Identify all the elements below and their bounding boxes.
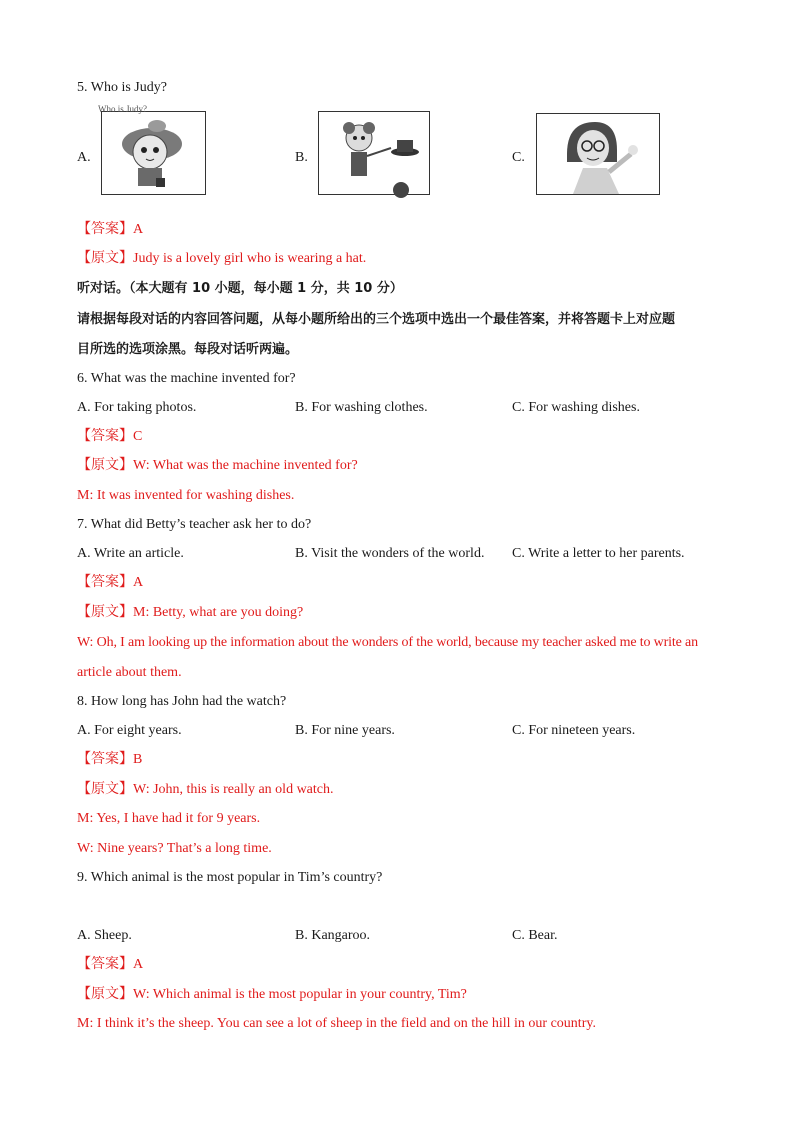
q7-answer: 【答案】A (77, 575, 144, 590)
q8-option-b: B. For nine years. (295, 723, 395, 738)
picture-caption-fragment: Who is Judy? (98, 104, 147, 114)
q9-transcript-2: M: I think it’s the sheep. You can see a lot of sheep in the field and on the hill in our country. (77, 1016, 596, 1031)
q9-option-a: A. Sheep. (77, 928, 132, 943)
q6-option-a: A. For taking photos. (77, 400, 197, 415)
q6-transcript-2: M: It was invented for washing dishes. (77, 488, 295, 503)
q9-transcript-1: 【原文】W: Which animal is the most popular in your country, Tim? (77, 987, 467, 1002)
q8-answer: 【答案】B (77, 752, 143, 767)
q5-option-c: C. (512, 150, 525, 165)
q5-option-a: A. (77, 150, 91, 165)
girl-with-hat-icon (102, 112, 205, 194)
q7-option-c: C. Write a letter to her parents. (512, 546, 685, 561)
q8-transcript-1: 【原文】W: John, this is really an old watch. (77, 782, 334, 797)
q8-transcript-2: M: Yes, I have had it for 9 years. (77, 811, 261, 826)
q5-picture-a (98, 104, 206, 195)
q7-question: 7. What did Betty’s teacher ask her to do? (77, 517, 312, 532)
q8-transcript-3: W: Nine years? That’s a long time. (77, 841, 272, 856)
girl-with-glasses-icon (537, 114, 659, 194)
q8-question: 8. How long has John had the watch? (77, 694, 287, 709)
q5-picture-c (536, 113, 660, 195)
q6-answer: 【答案】C (77, 429, 143, 444)
q6-option-c: C. For washing dishes. (512, 400, 640, 415)
q7-option-a: A. Write an article. (77, 546, 184, 561)
q5-transcript: 【原文】Judy is a lovely girl who is wearing a hat. (77, 251, 367, 266)
q7-transcript-2: W: Oh, I am looking up the information about the wonders of the world, because my teacher asked me to write an (77, 635, 698, 650)
q5-question: 5. Who is Judy? (77, 80, 167, 95)
section-heading: 听对话。（本大题有 10 小题，每小题 1 分，共 10 分） (77, 281, 403, 296)
q9-option-c: C. Bear. (512, 928, 558, 943)
q8-option-c: C. For nineteen years. (512, 723, 636, 738)
q5-option-b: B. (295, 150, 308, 165)
q7-transcript-1: 【原文】M: Betty, what are you doing? (77, 605, 304, 620)
girl-holding-hat-icon (319, 112, 429, 194)
q6-transcript-1: 【原文】W: What was the machine invented for? (77, 458, 358, 473)
q5-picture-b (318, 111, 430, 195)
section-instruction-1: 请根据每段对话的内容回答问题，从每小题所给出的三个选项中选出一个最佳答案，并将答题卡上对应题 (77, 312, 676, 327)
q9-option-b: B. Kangaroo. (295, 928, 371, 943)
q5-answer: 【答案】A (77, 222, 144, 237)
q8-option-a: A. For eight years. (77, 723, 182, 738)
q9-answer: 【答案】A (77, 957, 144, 972)
q7-option-b: B. Visit the wonders of the world. (295, 546, 485, 561)
section-instruction-2: 目所选的选项涂黑。每段对话听两遍。 (77, 342, 299, 357)
q9-question: 9. Which animal is the most popular in Tim’s country? (77, 870, 383, 885)
q6-option-b: B. For washing clothes. (295, 400, 428, 415)
q7-transcript-3: article about them. (77, 665, 182, 680)
q6-question: 6. What was the machine invented for? (77, 371, 296, 386)
